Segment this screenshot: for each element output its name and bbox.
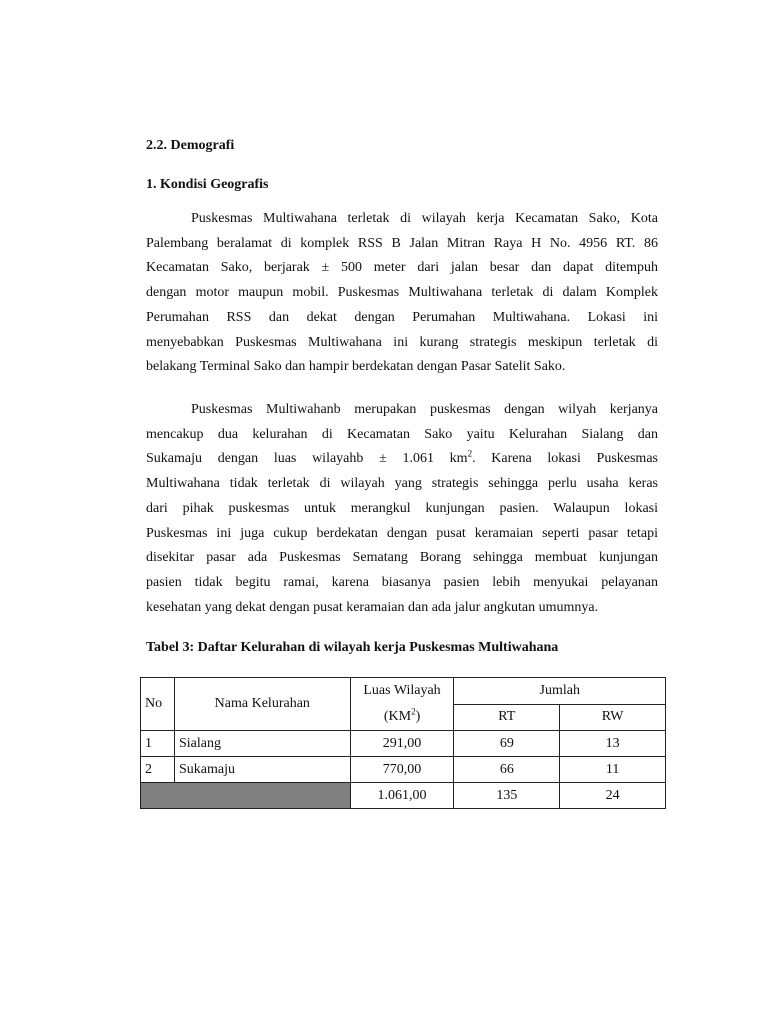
paragraph-1-line: menyebabkan Puskesmas Multiwahana ini kurang strategis meskipun terletak di (146, 334, 658, 350)
header-rw: RW (560, 704, 666, 731)
cell-rw: 13 (560, 731, 666, 757)
shaded-cell (141, 783, 351, 809)
cell-rt: 66 (454, 757, 560, 783)
header-nama-kelurahan: Nama Kelurahan (174, 678, 350, 731)
paragraph-1-line: belakang Terminal Sako dan hampir berdekatan dengan Pasar Satelit Sako. (146, 359, 566, 375)
paragraph-2-text: Sukamaju dengan luas wilayahb ± 1.061 km (146, 451, 468, 467)
total-rw: 24 (560, 783, 666, 809)
paragraph-1-line: Palembang beralamat di komplek RSS B Jalan Mitran Raya H No. 4956 RT. 86 (146, 235, 658, 251)
paragraph-2-line: mencakup dua kelurahan di Kecamatan Sako yaitu Kelurahan Sialang dan (146, 426, 658, 442)
paragraph-2-line: Puskesmas ini juga cukup berdekatan dengan pusat keramaian seperti pasar tetapi (146, 525, 658, 541)
superscript: 2 (411, 706, 416, 717)
table-caption: Tabel 3: Daftar Kelurahan di wilayah kerja Puskesmas Multiwahana (146, 640, 559, 655)
paragraph-2-line: Puskesmas Multiwahanb merupakan puskesmas dengan wilyah kerjanya (191, 402, 658, 417)
paragraph-1-line: Perumahan RSS dan dekat dengan Perumahan Multiwahana. Lokasi ini (146, 309, 658, 325)
cell-nama: Sialang (174, 731, 350, 757)
header-luas-wilayah (350, 678, 454, 731)
paragraph-2 (146, 398, 658, 620)
header-luas-unit-text: ) (415, 709, 421, 724)
header-rt: RT (454, 704, 560, 731)
superscript: 2 (467, 448, 473, 459)
total-rt: 135 (454, 783, 560, 809)
paragraph-2-line: kesehatan yang dekat dengan pusat keramaian dan ada jalur angkutan umumnya. (146, 599, 599, 615)
section-title: 2.2. Demografi (146, 138, 235, 153)
cell-no: 1 (141, 731, 175, 757)
paragraph-1 (146, 207, 658, 380)
table-total-row (141, 783, 666, 809)
cell-rw: 11 (560, 757, 666, 783)
table-header-row (141, 678, 666, 705)
header-luas-unit (383, 706, 421, 724)
paragraph-2-text: . Karena lokasi Puskesmas (472, 451, 658, 467)
cell-nama: Sukamaju (174, 757, 350, 783)
header-luas-line1: Luas Wilayah (363, 683, 441, 698)
paragraph-2-line: pasien tidak begitu ramai, karena biasanya pasien lebih menyukai pelayanan (146, 574, 658, 590)
paragraph-2-line (146, 447, 658, 472)
paragraph-2-line: dari pihak puskesmas untuk merangkul kunjungan pasien. Walaupun lokasi (146, 500, 658, 516)
header-luas-unit-text: (KM (383, 709, 412, 724)
cell-luas: 770,00 (350, 757, 454, 783)
cell-luas: 291,00 (350, 731, 454, 757)
paragraph-2-line: disekitar pasar ada Puskesmas Sematang Borang sehingga membuat kunjungan (146, 550, 658, 566)
paragraph-2-line: Multiwahana tidak terletak di wilayah yang strategis sehingga perlu usaha keras (146, 476, 658, 492)
subsection-title: 1. Kondisi Geografis (146, 177, 269, 192)
table-row (141, 757, 666, 783)
cell-no: 2 (141, 757, 175, 783)
header-no: No (141, 678, 175, 731)
paragraph-1-line: Puskesmas Multiwahana terletak di wilayah kerja Kecamatan Sako, Kota (191, 211, 658, 226)
header-jumlah: Jumlah (454, 678, 666, 705)
total-luas: 1.061,00 (350, 783, 454, 809)
kelurahan-table (140, 677, 666, 809)
paragraph-1-line: dengan motor maupun mobil. Puskesmas Multiwahana terletak di dalam Komplek (146, 285, 658, 301)
table-row (141, 731, 666, 757)
paragraph-1-line: Kecamatan Sako, berjarak ± 500 meter dari jalan besar dan dapat ditempuh (146, 260, 658, 276)
cell-rt: 69 (454, 731, 560, 757)
